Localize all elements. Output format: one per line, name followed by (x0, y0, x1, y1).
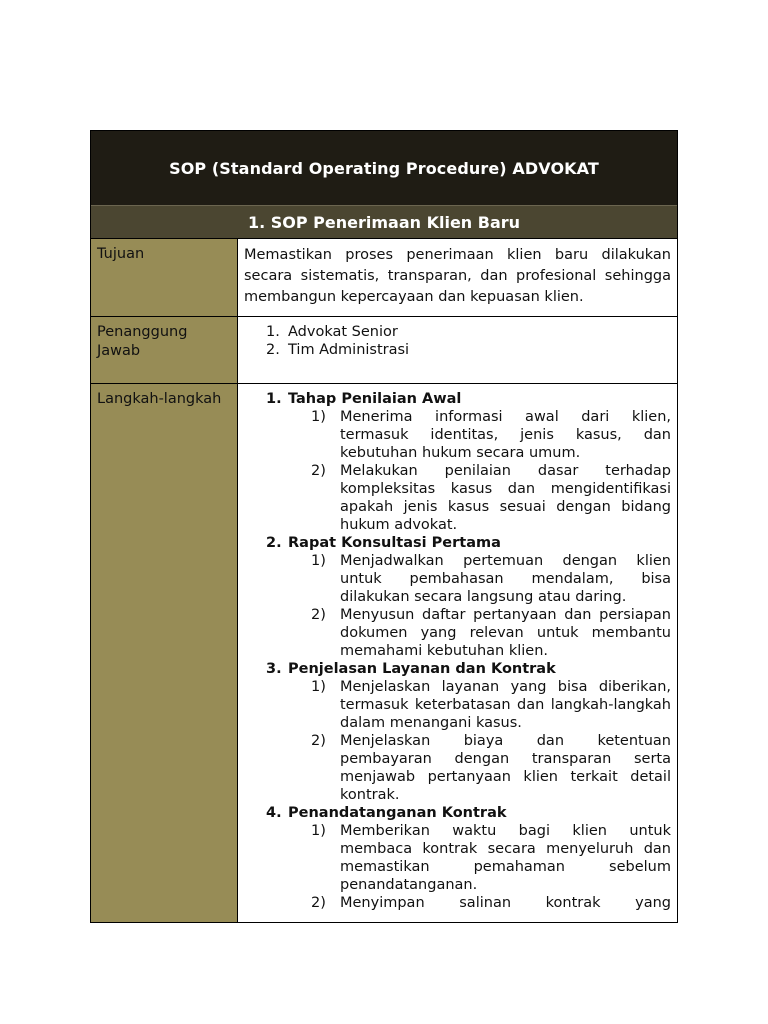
label-penanggung-jawab: Penanggung Jawab (91, 317, 238, 383)
step-heading (244, 390, 671, 408)
sub-text: Menjelaskan biaya dan ketentuan pembayaran dengan transparan serta menjawab pertanyaan klien terkait detail kontrak. (340, 733, 671, 803)
document-title: SOP (Standard Operating Procedure) ADVOKAT (91, 131, 677, 206)
row-tujuan (91, 239, 677, 317)
list-number: 2. (266, 342, 280, 358)
sub-number: 2) (311, 895, 326, 911)
sub-item (244, 408, 671, 462)
step-number: 4. (266, 805, 282, 821)
list-number: 1. (266, 324, 280, 340)
sub-number: 1) (311, 409, 326, 425)
step-number: 3. (266, 661, 282, 677)
sub-text: Menyimpan salinan kontrak yang (340, 895, 671, 911)
sub-item (244, 732, 671, 804)
section-title: 1. SOP Penerimaan Klien Baru (91, 206, 677, 239)
step-item (244, 534, 671, 660)
step-number: 2. (266, 535, 282, 551)
sub-number: 1) (311, 823, 326, 839)
sop-table (90, 130, 678, 923)
step-title: Penjelasan Layanan dan Kontrak (288, 661, 556, 677)
label-tujuan: Tujuan (91, 239, 238, 316)
sub-item (244, 678, 671, 732)
sub-item (244, 552, 671, 606)
list-item (244, 341, 671, 359)
sub-number: 1) (311, 679, 326, 695)
list-text: Advokat Senior (288, 324, 398, 340)
row-penanggung-jawab (91, 317, 677, 384)
step-item (244, 660, 671, 804)
step-heading (244, 804, 671, 822)
sub-text: Menjadwalkan pertemuan dengan klien untuk pembahasan mendalam, bisa dilakukan secara langsung atau daring. (340, 553, 671, 605)
langkah-list (238, 384, 677, 922)
sub-number: 2) (311, 607, 326, 623)
list-text: Tim Administrasi (288, 342, 410, 358)
sub-item (244, 462, 671, 534)
sub-number: 1) (311, 553, 326, 569)
step-title: Tahap Penilaian Awal (288, 391, 462, 407)
sub-text: Melakukan penilaian dasar terhadap kompleksitas kasus dan mengidentifikasi apakah jenis kasus sesuai dengan bidang hukum advokat. (340, 463, 671, 533)
sub-number: 2) (311, 463, 326, 479)
penanggung-jawab-list (238, 317, 677, 383)
list-item (244, 323, 671, 341)
sub-number: 2) (311, 733, 326, 749)
step-item (244, 390, 671, 534)
step-number: 1. (266, 391, 282, 407)
sub-item (244, 822, 671, 894)
sub-text: Menjelaskan layanan yang bisa diberikan, termasuk keterbatasan dan langkah-langkah dalam menangani kasus. (340, 679, 671, 731)
sub-text: Menerima informasi awal dari klien, termasuk identitas, jenis kasus, dan kebutuhan hukum secara umum. (340, 409, 671, 461)
sub-item (244, 894, 671, 912)
sub-text: Menyusun daftar pertanyaan dan persiapan dokumen yang relevan untuk membantu memahami kebutuhan klien. (340, 607, 671, 659)
sub-item (244, 606, 671, 660)
label-langkah: Langkah-langkah (91, 384, 238, 922)
step-title: Penandatanganan Kontrak (288, 805, 507, 821)
row-langkah (91, 384, 677, 922)
step-title: Rapat Konsultasi Pertama (288, 535, 501, 551)
tujuan-text: Memastikan proses penerimaan klien baru dilakukan secara sistematis, transparan, dan profesional sehingga membangun kepercayaan dan kepuasan klien. (244, 247, 671, 305)
sub-text: Memberikan waktu bagi klien untuk membaca kontrak secara menyeluruh dan memastikan pemahaman sebelum penandatanganan. (340, 823, 671, 893)
step-item (244, 804, 671, 912)
step-heading (244, 660, 671, 678)
step-heading (244, 534, 671, 552)
